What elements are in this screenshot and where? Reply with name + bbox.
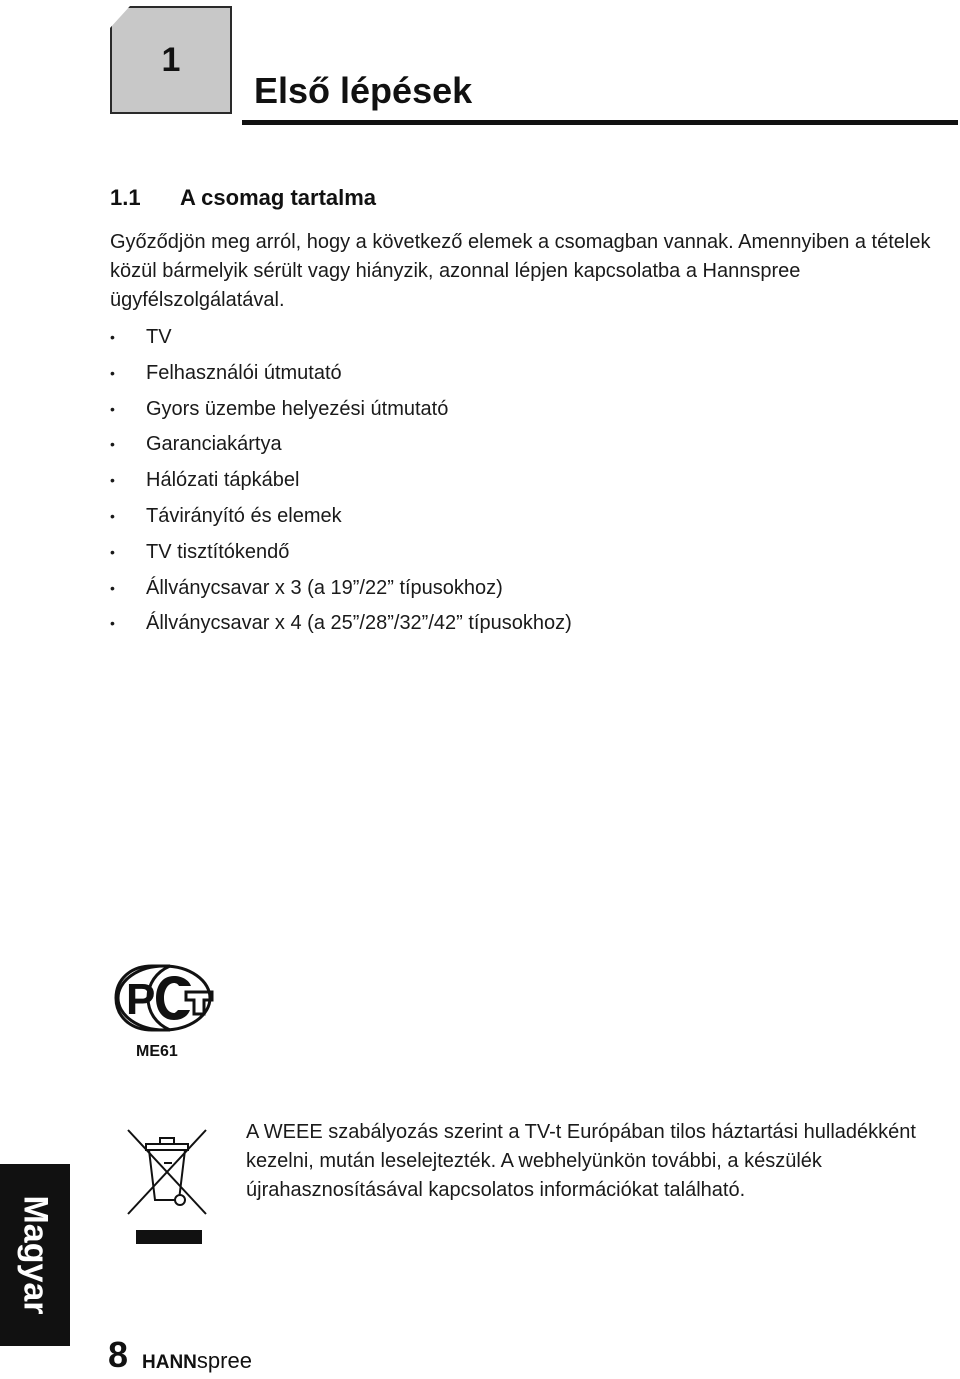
- section-number: 1.1: [110, 185, 141, 210]
- svg-text:P: P: [126, 975, 156, 1024]
- bullet-icon: •: [110, 364, 115, 381]
- list-item: • TV tisztítókendő: [110, 537, 572, 573]
- package-contents-list: [110, 322, 572, 644]
- section-title: A csomag tartalma: [180, 185, 377, 210]
- certification-code: ME61: [136, 1043, 178, 1060]
- bullet-icon: •: [110, 615, 115, 632]
- chapter-title: Első lépések: [254, 70, 473, 111]
- list-item: • Gyors üzembe helyezési útmutató: [110, 394, 572, 430]
- list-item: • Állványcsavar x 3 (a 19”/22” típusokhoz): [110, 573, 572, 609]
- bullet-icon: •: [110, 472, 115, 489]
- list-item: • Felhasználói útmutató: [110, 358, 572, 394]
- language-label: Magyar: [16, 1195, 55, 1315]
- bullet-icon: •: [110, 400, 115, 417]
- crossed-bin-icon: [124, 1126, 210, 1218]
- chapter-number: 1: [161, 40, 181, 79]
- list-item: • Hálózati tápkábel: [110, 465, 572, 501]
- bullet-icon: •: [110, 543, 115, 560]
- intro-paragraph: Győződjön meg arról, hogy a következő elemek a csomagban vannak. Amennyiben a tételek közül bármelyik sérült vagy hiányzik, azonnal lépjen kapcsolatba a Hannspree ügyfélszolgálatával.: [110, 231, 931, 311]
- bullet-icon: •: [110, 507, 115, 524]
- pct-logo-icon: [112, 962, 216, 1034]
- list-item: • Állványcsavar x 4 (a 25”/28”/32”/42” típusokhoz): [110, 608, 572, 644]
- list-item: • Távirányító és elemek: [110, 501, 572, 537]
- brand-logo: HANNspree: [142, 1348, 252, 1373]
- bullet-icon: •: [110, 329, 115, 345]
- list-item: • TV: [110, 322, 572, 358]
- title-rule: [242, 120, 958, 125]
- weee-notice: A WEEE szabályozás szerint a TV-t Európában tilos háztartási hulladékként kezelni, mután leselejtezték. A webhelyünkön további, a készülék újrahasznosításával kapcsolatos információkat található.: [246, 1121, 916, 1201]
- list-item: • Garanciakártya: [110, 429, 572, 465]
- weee-bar: [136, 1230, 202, 1244]
- bullet-icon: •: [110, 579, 115, 596]
- bullet-icon: •: [110, 436, 115, 453]
- section-heading: [110, 185, 376, 211]
- page-number: 8: [108, 1334, 129, 1375]
